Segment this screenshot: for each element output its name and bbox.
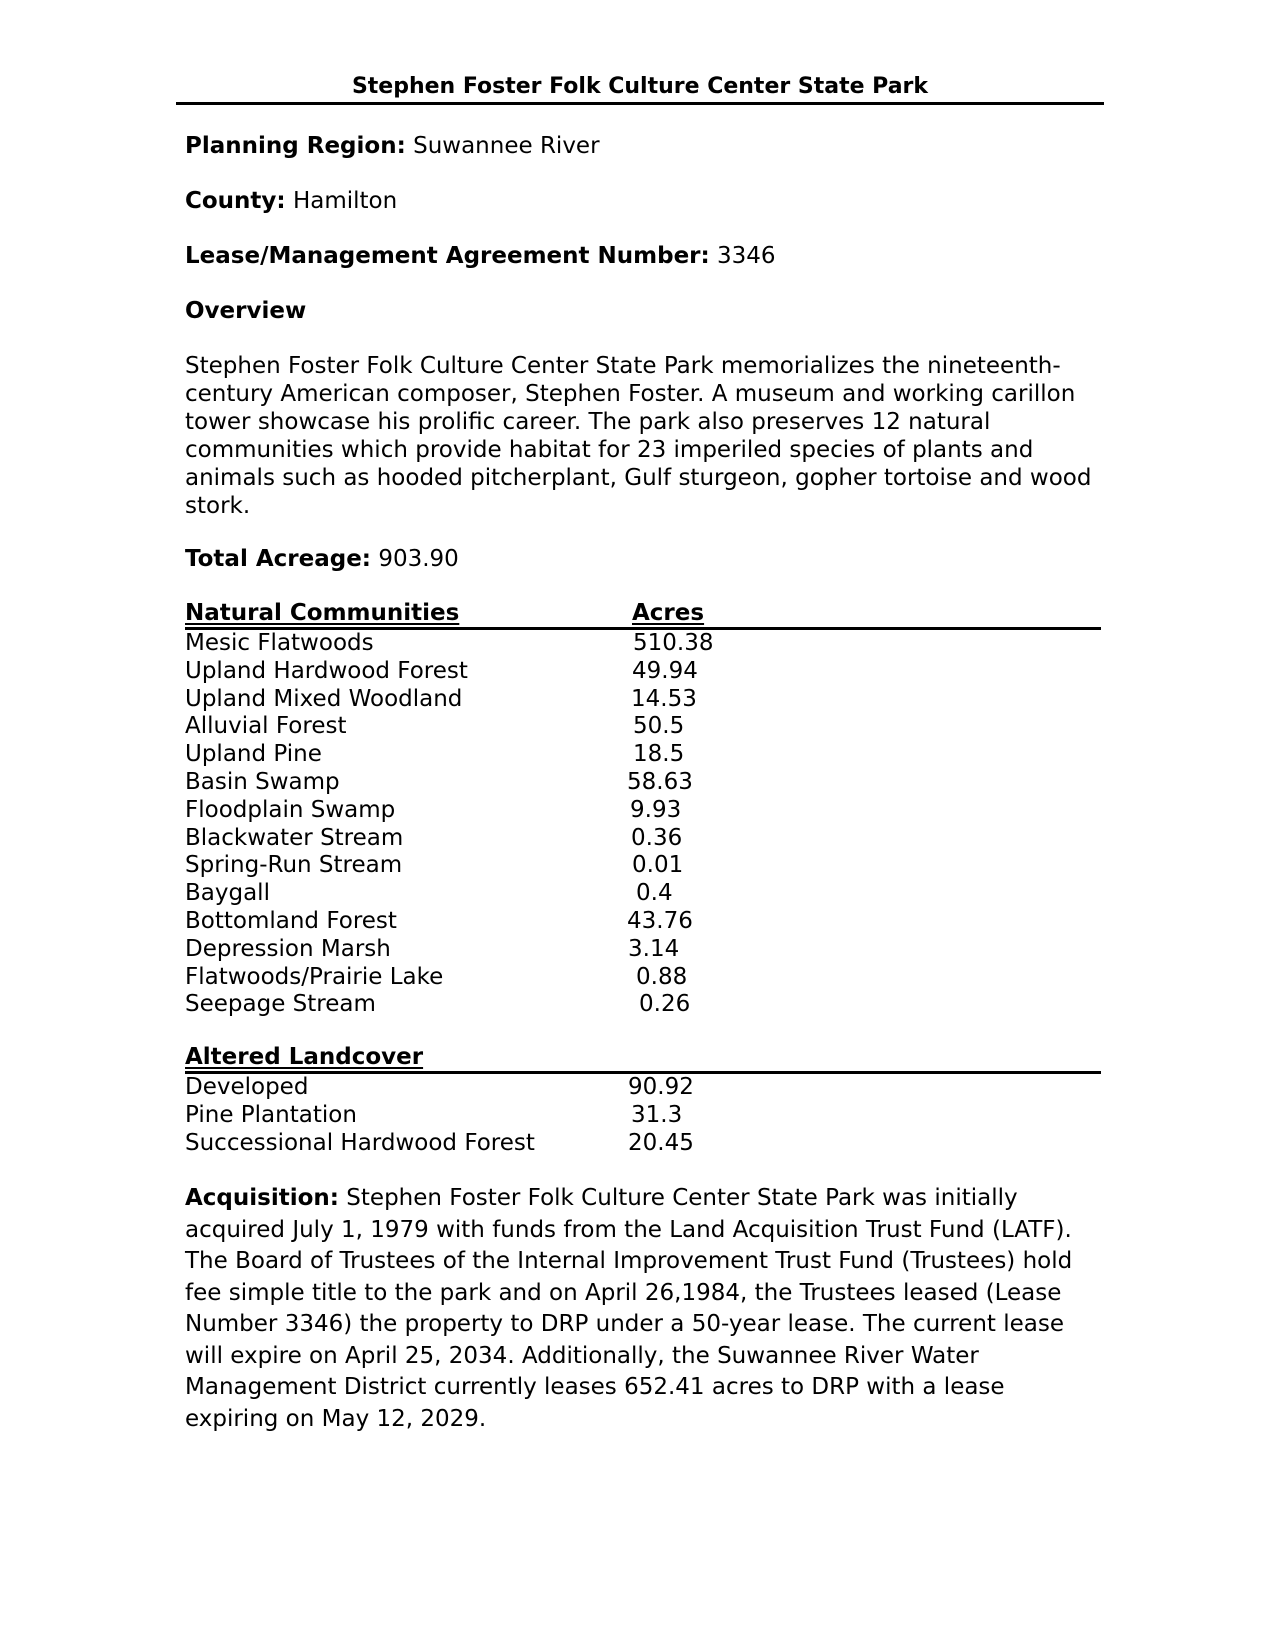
row-name: Basin Swamp [185, 768, 340, 795]
row-name: Baygall [185, 880, 270, 907]
overview-text: Stephen Foster Folk Culture Center State Park memorializes the nineteenth-century American composer, Stephen Foster. A museum and working carillon tower showcase his prolific career. The park also preserves 12 natural communities which provide habitat for 23 imperiled species of plants and animals such as hooded pitcherplant, Gulf sturgeon, gopher tortoise and wood stork. [185, 353, 1092, 519]
table-row [185, 991, 1101, 1019]
row-acres: 49.94 [632, 657, 698, 684]
row-name: Floodplain Swamp [185, 796, 396, 823]
table-row [185, 769, 1101, 797]
planning-region [185, 132, 600, 160]
table-row [185, 741, 1101, 769]
row-name: Alluvial Forest [185, 713, 347, 740]
row-acres: 18.5 [633, 741, 685, 768]
row-name: Seepage Stream [185, 991, 376, 1018]
natural-communities-table [185, 630, 1101, 1019]
altered-landcover-table [185, 1074, 1101, 1157]
table-row [185, 713, 1101, 741]
table-row [185, 1130, 1101, 1158]
row-name: Bottomland Forest [185, 907, 397, 934]
table-row [185, 1074, 1101, 1102]
table-row [185, 880, 1101, 908]
natural-communities-heading: Natural Communities [185, 600, 460, 626]
lease-number [185, 242, 776, 270]
row-acres: 50.5 [633, 713, 685, 740]
row-acres: 31.3 [631, 1101, 683, 1128]
acquisition-paragraph [185, 1183, 1105, 1435]
row-name: Mesic Flatwoods [185, 630, 374, 656]
row-name: Depression Marsh [185, 935, 391, 962]
row-acres: 9.93 [630, 796, 682, 823]
county-value: Hamilton [292, 188, 398, 214]
page-title: Stephen Foster Folk Culture Center State Park [176, 74, 1104, 105]
lease-number-value: 3346 [717, 243, 776, 269]
row-name: Developed [185, 1074, 309, 1100]
total-acreage-value: 903.90 [378, 546, 459, 572]
table-row [185, 1102, 1101, 1130]
table-row [185, 630, 1101, 658]
table-row [185, 964, 1101, 992]
row-acres: 90.92 [628, 1074, 694, 1100]
row-acres: 0.26 [639, 991, 691, 1018]
county [185, 187, 397, 215]
row-acres: 0.88 [636, 963, 688, 990]
table-row [185, 936, 1101, 964]
acquisition-text: Stephen Foster Folk Culture Center State Park was initially acquired July 1, 1979 with funds from the Land Acquisition Trust Fund (LATF). The Board of Trustees of the Internal Improvement Trust Fund (Trustees) hold fee simple title to the park and on April 26,1984, the Trustees leased (Lease Number 3346) the property to DRP under a 50-year lease. The current lease will expire on April 25, 2034. Additionally, the Suwannee River Water Management District currently leases 652.41 acres to DRP with a lease expiring on May 12, 2029. [185, 1185, 1073, 1432]
overview-heading: Overview [185, 298, 307, 324]
planning-region-label: Planning Region: [185, 133, 406, 159]
natural-communities-header [185, 600, 1101, 630]
row-name: Successional Hardwood Forest [185, 1129, 535, 1156]
table-row [185, 852, 1101, 880]
row-name: Flatwoods/Prairie Lake [185, 963, 444, 990]
row-acres: 43.76 [627, 907, 693, 934]
row-acres: 0.4 [636, 880, 673, 907]
row-name: Pine Plantation [185, 1101, 357, 1128]
row-name: Upland Hardwood Forest [185, 657, 468, 684]
acquisition-label: Acquisition: [185, 1185, 339, 1211]
lease-number-label: Lease/Management Agreement Number: [185, 243, 710, 269]
table-row [185, 686, 1101, 714]
altered-landcover-header [185, 1044, 1101, 1074]
row-acres: 20.45 [628, 1129, 694, 1156]
row-acres: 0.01 [632, 852, 684, 879]
row-acres: 58.63 [627, 768, 693, 795]
planning-region-value: Suwannee River [413, 133, 600, 159]
row-name: Upland Pine [185, 741, 322, 768]
acres-heading: Acres [632, 600, 705, 626]
table-row [185, 797, 1101, 825]
row-acres: 14.53 [631, 685, 697, 712]
altered-landcover-heading: Altered Landcover [185, 1044, 424, 1070]
total-acreage-label: Total Acreage: [185, 546, 371, 572]
row-acres: 3.14 [628, 935, 680, 962]
row-acres: 510.38 [633, 630, 714, 656]
county-label: County: [185, 188, 286, 214]
table-row [185, 908, 1101, 936]
row-name: Blackwater Stream [185, 824, 404, 851]
table-row [185, 658, 1101, 686]
total-acreage [185, 545, 459, 573]
row-name: Upland Mixed Woodland [185, 685, 463, 712]
row-name: Spring-Run Stream [185, 852, 403, 879]
row-acres: 0.36 [631, 824, 683, 851]
table-row [185, 825, 1101, 853]
